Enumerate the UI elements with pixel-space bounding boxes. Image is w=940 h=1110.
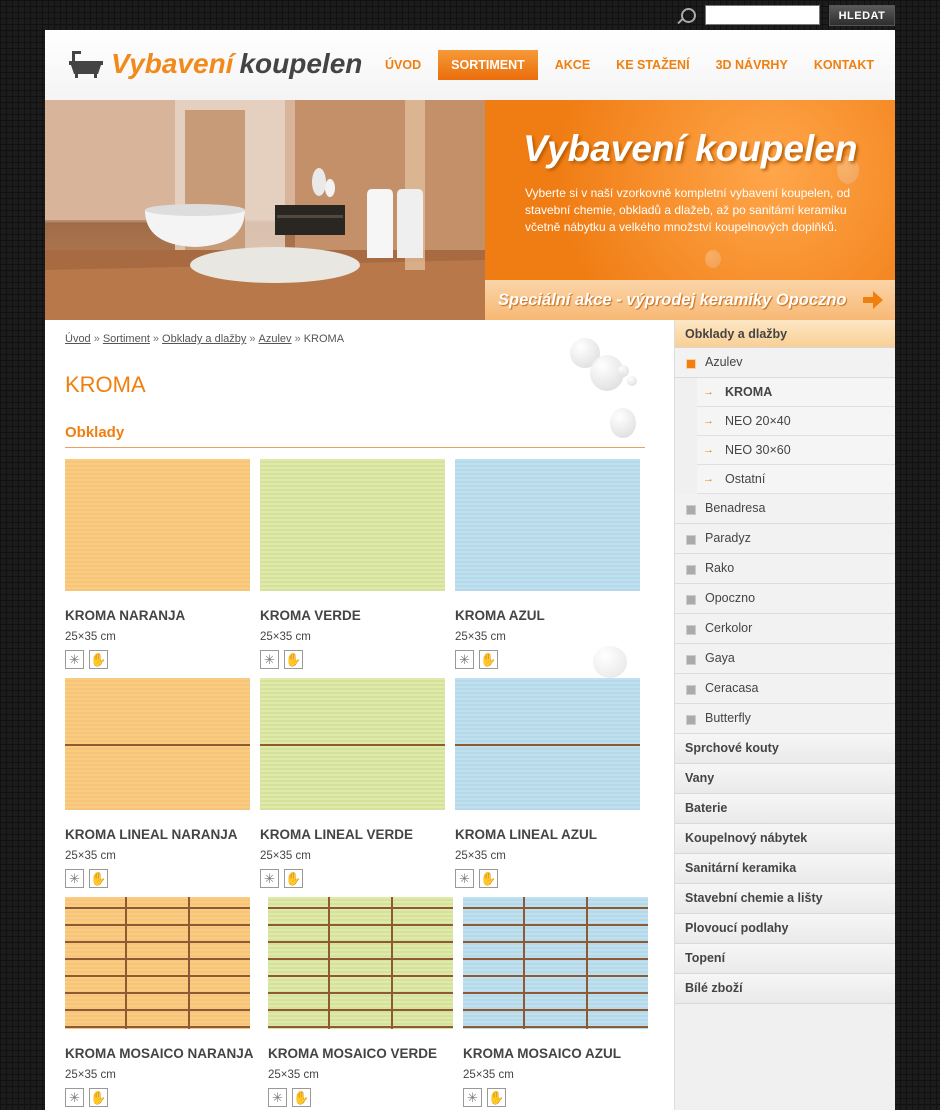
- nav-akce[interactable]: AKCE: [554, 58, 591, 72]
- product-icons: [260, 650, 455, 669]
- sidebar-cat-vany[interactable]: Vany: [675, 764, 895, 794]
- product-size: 25×35 cm: [455, 631, 506, 643]
- bathroom-photo: [45, 100, 485, 320]
- promo-link[interactable]: [485, 280, 895, 320]
- product-size: 25×35 cm: [260, 631, 311, 643]
- section-heading: Obklady: [65, 424, 645, 448]
- frost-resistant-icon: ✳: [65, 650, 84, 669]
- product-card[interactable]: [260, 459, 455, 669]
- product-card[interactable]: [65, 459, 260, 669]
- breadcrumb-sep: »: [93, 333, 100, 345]
- nav-kontakt[interactable]: KONTAKT: [813, 58, 874, 72]
- product-size: 25×35 cm: [65, 850, 116, 862]
- frost-resistant-icon: ✳: [65, 1088, 84, 1107]
- sidebar: [674, 320, 895, 1110]
- frost-resistant-icon: ✳: [65, 869, 84, 888]
- main-content: [65, 320, 655, 1110]
- sidebar-cat-plovouci-podlahy[interactable]: Plovoucí podlahy: [675, 914, 895, 944]
- breadcrumb-sep: »: [152, 333, 160, 345]
- product-name[interactable]: KROMA MOSAICO AZUL: [463, 1046, 621, 1061]
- product-name[interactable]: KROMA LINEAL VERDE: [260, 827, 414, 842]
- product-name[interactable]: KROMA MOSAICO VERDE: [268, 1046, 438, 1061]
- sidebar-brand-benadresa[interactable]: Benadresa: [675, 494, 895, 524]
- product-card[interactable]: [455, 678, 650, 888]
- product-size: 25×35 cm: [65, 1069, 116, 1081]
- product-name[interactable]: KROMA LINEAL NARANJA: [65, 827, 238, 842]
- frost-resistant-icon: ✳: [260, 869, 279, 888]
- breadcrumb-sep: »: [249, 333, 256, 345]
- sidebar-brand-gaya[interactable]: Gaya: [675, 644, 895, 674]
- hand-icon: ✋: [285, 871, 302, 886]
- product-icons: [455, 869, 650, 888]
- hand-icon: ✋: [90, 871, 107, 886]
- logo[interactable]: [67, 48, 362, 80]
- sidebar-brand-azulev[interactable]: Azulev: [675, 348, 895, 378]
- product-size: 25×35 cm: [260, 850, 311, 862]
- sidebar-cat-stavebni-chemie[interactable]: Stavební chemie a lišty: [675, 884, 895, 914]
- product-image[interactable]: [260, 678, 445, 810]
- hand-icon: ✋: [480, 652, 497, 667]
- sidebar-series-kroma[interactable]: → KROMA: [697, 378, 895, 407]
- product-name[interactable]: KROMA VERDE: [260, 608, 361, 623]
- breadcrumb-azulev[interactable]: Azulev: [258, 333, 292, 345]
- search-bar: [675, 5, 886, 27]
- product-image[interactable]: [455, 678, 640, 810]
- product-card[interactable]: [463, 897, 658, 1107]
- product-card[interactable]: [260, 678, 455, 888]
- search-input[interactable]: [705, 5, 820, 25]
- arrow-right-icon: [863, 291, 883, 309]
- product-name[interactable]: KROMA MOSAICO NARANJA: [65, 1046, 254, 1061]
- water-drop-icon: [627, 376, 637, 386]
- frost-resistant-icon: ✳: [260, 650, 279, 669]
- sidebar-cat-sanitarni-keramika[interactable]: Sanitární keramika: [675, 854, 895, 884]
- sidebar-series-ostatni[interactable]: → Ostatní: [697, 465, 895, 494]
- product-card[interactable]: [455, 459, 650, 669]
- sidebar-series-neo-30x60[interactable]: → NEO 30×60: [697, 436, 895, 465]
- water-drop-icon: [617, 365, 629, 377]
- product-size: 25×35 cm: [463, 1069, 514, 1081]
- sidebar-brand-butterfly[interactable]: Butterfly: [675, 704, 895, 734]
- search-button[interactable]: HLEDAT: [829, 5, 895, 26]
- page-title: KROMA: [65, 372, 146, 397]
- sidebar-cat-topeni[interactable]: Topení: [675, 944, 895, 974]
- hand-icon: ✋: [293, 1090, 310, 1105]
- product-size: 25×35 cm: [65, 631, 116, 643]
- product-size: 25×35 cm: [268, 1069, 319, 1081]
- product-size: 25×35 cm: [455, 850, 506, 862]
- sidebar-brand-opoczno[interactable]: Opoczno: [675, 584, 895, 614]
- hand-icon: ✋: [90, 652, 107, 667]
- hand-icon: ✋: [285, 652, 302, 667]
- sidebar-cat-bile-zbozi[interactable]: Bílé zboží: [675, 974, 895, 1004]
- product-icons: [268, 1088, 463, 1107]
- sidebar-series-neo-20x40[interactable]: → NEO 20×40: [697, 407, 895, 436]
- banner-promo: [485, 100, 895, 280]
- sidebar-cat-obklady[interactable]: Obklady a dlažby: [675, 320, 895, 348]
- product-icons: [455, 650, 650, 669]
- product-name[interactable]: KROMA NARANJA: [65, 608, 186, 623]
- nav-uvod[interactable]: ÚVOD: [385, 58, 422, 72]
- frost-resistant-icon: ✳: [463, 1088, 482, 1107]
- banner-title: Vybavení koupelen: [523, 128, 858, 169]
- product-icons: [65, 869, 260, 888]
- nav-3d-navrhy[interactable]: 3D NÁVRHY: [715, 58, 788, 72]
- sidebar-cat-sprchove-kouty[interactable]: Sprchové kouty: [675, 734, 895, 764]
- page: [45, 30, 895, 1110]
- frost-resistant-icon: ✳: [455, 869, 474, 888]
- product-image[interactable]: [463, 897, 648, 1029]
- product-card[interactable]: [268, 897, 463, 1107]
- header: [45, 30, 895, 100]
- product-name[interactable]: KROMA LINEAL AZUL: [455, 827, 597, 842]
- product-image[interactable]: [455, 459, 640, 591]
- product-icons: [65, 650, 260, 669]
- nav-sortiment[interactable]: SORTIMENT: [438, 50, 538, 80]
- product-image[interactable]: [65, 459, 250, 591]
- breadcrumb-current: KROMA: [303, 333, 345, 345]
- sidebar-cat-nabytek[interactable]: Koupelnový nábytek: [675, 824, 895, 854]
- banner-text: Vyberte si v naší vzorkovně kompletní vybavení koupelen, od stavební chemie, obkladů a dlažeb, až po sanitámí keramiku včetně nábytku a velkého množství koupelnových doplňků.: [525, 186, 851, 234]
- product-image[interactable]: [260, 459, 445, 591]
- promo-text: Speciální akce - výprodej keramiky Opoczno: [498, 290, 847, 309]
- product-name[interactable]: KROMA AZUL: [455, 608, 545, 623]
- sidebar-cat-baterie[interactable]: Baterie: [675, 794, 895, 824]
- hand-icon: ✋: [488, 1090, 505, 1105]
- breadcrumb: [65, 333, 344, 345]
- product-image[interactable]: [268, 897, 453, 1029]
- breadcrumb-sortiment[interactable]: Sortiment: [102, 333, 150, 345]
- hand-icon: ✋: [90, 1090, 107, 1105]
- breadcrumb-sep: »: [294, 333, 301, 345]
- bathtub-icon: [67, 49, 105, 79]
- water-drop-icon: [705, 250, 721, 268]
- product-card[interactable]: [65, 897, 260, 1107]
- product-icons: [260, 869, 455, 888]
- hand-icon: ✋: [480, 871, 497, 886]
- sidebar-brand-rako[interactable]: Rako: [675, 554, 895, 584]
- sidebar-brand-paradyz[interactable]: Paradyz: [675, 524, 895, 554]
- breadcrumb-obklady[interactable]: Obklady a dlažby: [162, 333, 247, 345]
- sidebar-brand-cerkolor[interactable]: Cerkolor: [675, 614, 895, 644]
- product-image[interactable]: [65, 678, 250, 810]
- frost-resistant-icon: ✳: [455, 650, 474, 669]
- product-image[interactable]: [65, 897, 250, 1029]
- product-icons: [65, 1088, 260, 1107]
- sidebar-brand-ceracasa[interactable]: Ceracasa: [675, 674, 895, 704]
- hero-banner: [45, 100, 895, 320]
- breadcrumb-uvod[interactable]: Úvod: [65, 333, 91, 345]
- product-card[interactable]: [65, 678, 260, 888]
- main-nav: [372, 50, 887, 80]
- nav-ke-stazeni[interactable]: KE STAŽENÍ: [616, 58, 690, 72]
- logo-text-koupelen: koupelen: [239, 48, 363, 79]
- logo-text-vybaveni: Vybavení: [111, 48, 234, 79]
- search-icon[interactable]: [675, 5, 699, 27]
- frost-resistant-icon: ✳: [268, 1088, 287, 1107]
- product-icons: [463, 1088, 658, 1107]
